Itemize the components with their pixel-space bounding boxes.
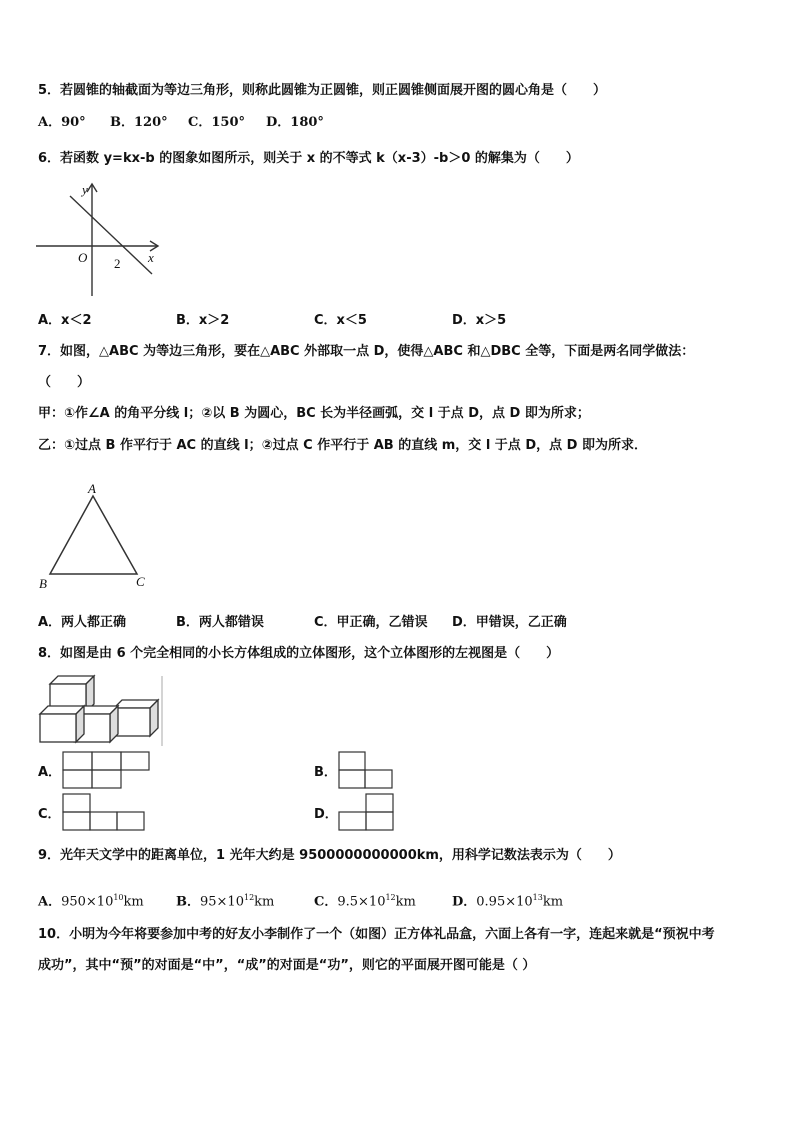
q6-stem: 6．若函数 y=kx-b 的图象如图所示，则关于 x 的不等式 k（x-3）-b＞0 的解集为（ ） [38, 151, 579, 166]
q5-option-d: D．180° [266, 115, 324, 130]
q8-option-a-view [62, 751, 152, 791]
q7-stem: 7．如图，△ABC 为等边三角形，要在△ABC 外部取一点 D，使得△ABC 和△DBC 全等，下面是两名同学做法： [38, 344, 695, 359]
q6-graph [36, 182, 166, 300]
q10-stem-line1: 10．小明为今年将要参加中考的好友小李制作了一个（如图）正方体礼品盒，六面上各有一字，连起来就是“预祝中考 [38, 927, 715, 942]
q7-triangle [36, 480, 156, 590]
q9-option-d: D．$0.95\times 10^{13}km$ [452, 893, 564, 910]
q7-yi-method: 乙：①过点 B 作平行于 AC 的直线 l；②过点 C 作平行于 AB 的直线 m，交 l 于点 D，点 D 即为所求． [38, 438, 647, 453]
q6-option-a: A．x＜2 [38, 313, 92, 328]
q9-option-c: C．$9.5\times 10^{12}km$ [314, 893, 416, 910]
q8-option-c-label: C． [38, 807, 61, 822]
q7-option-a: A．两人都正确 [38, 615, 127, 630]
q5-option-a: A．90° [38, 115, 86, 130]
q8-option-a-label: A． [38, 765, 62, 780]
q9-option-b: B．$95\times 10^{12}km$ [176, 893, 275, 910]
q5-stem: 5．若圆锥的轴截面为等边三角形，则称此圆锥为正圆锥，则正圆锥侧面展开图的圆心角是（ ） [38, 83, 607, 98]
q6-option-b: B．x＞2 [176, 313, 230, 328]
q8-option-d-label: D． [314, 807, 338, 822]
q9-stem: 9．光年天文学中的距离单位，1 光年大约是 9500000000000km，用科学记数法表示为（ ） [38, 848, 621, 863]
q8-option-b-label: B． [314, 765, 337, 780]
x-axis-label: x [148, 250, 154, 265]
q9-option-a: A．$950\times 10^{10}km$ [38, 893, 144, 910]
q8-solid-figure [36, 672, 166, 748]
y-axis-label: y [82, 182, 88, 197]
q7-option-b: B．两人都错误 [176, 615, 264, 630]
vertex-b-label: B [39, 576, 47, 591]
q10-stem-line2: 成功”，其中“预”的对面是“中”，“成”的对面是“功”，则它的平面展开图可能是（ ） [38, 958, 536, 973]
q8-stem: 8．如图是由 6 个完全相同的小长方体组成的立体图形，这个立体图形的左视图是（ ） [38, 646, 560, 661]
q8-option-c-view [62, 793, 152, 833]
vertex-a-label: A [88, 481, 96, 496]
intercept-label: 2 [114, 256, 121, 271]
q7-option-d: D．甲错误，乙正确 [452, 615, 567, 630]
triangle-abc [50, 496, 137, 574]
q8-option-b-view [338, 751, 398, 791]
q5-option-b: B．120° [110, 115, 168, 130]
origin-label: O [78, 250, 88, 265]
q7-answer-paren: （ ） [38, 375, 91, 390]
q6-option-c: C．x＜5 [314, 313, 367, 328]
q7-option-c: C．甲正确，乙错误 [314, 615, 428, 630]
q7-jia-method: 甲：①作∠A 的角平分线 l；②以 B 为圆心，BC 长为半径画弧，交 l 于点 D，点 D 即为所求； [38, 406, 590, 421]
q8-option-d-view [338, 793, 398, 833]
vertex-c-label: C [136, 574, 145, 589]
q6-option-d: D．x＞5 [452, 313, 507, 328]
q5-option-c: C．150° [188, 115, 245, 130]
